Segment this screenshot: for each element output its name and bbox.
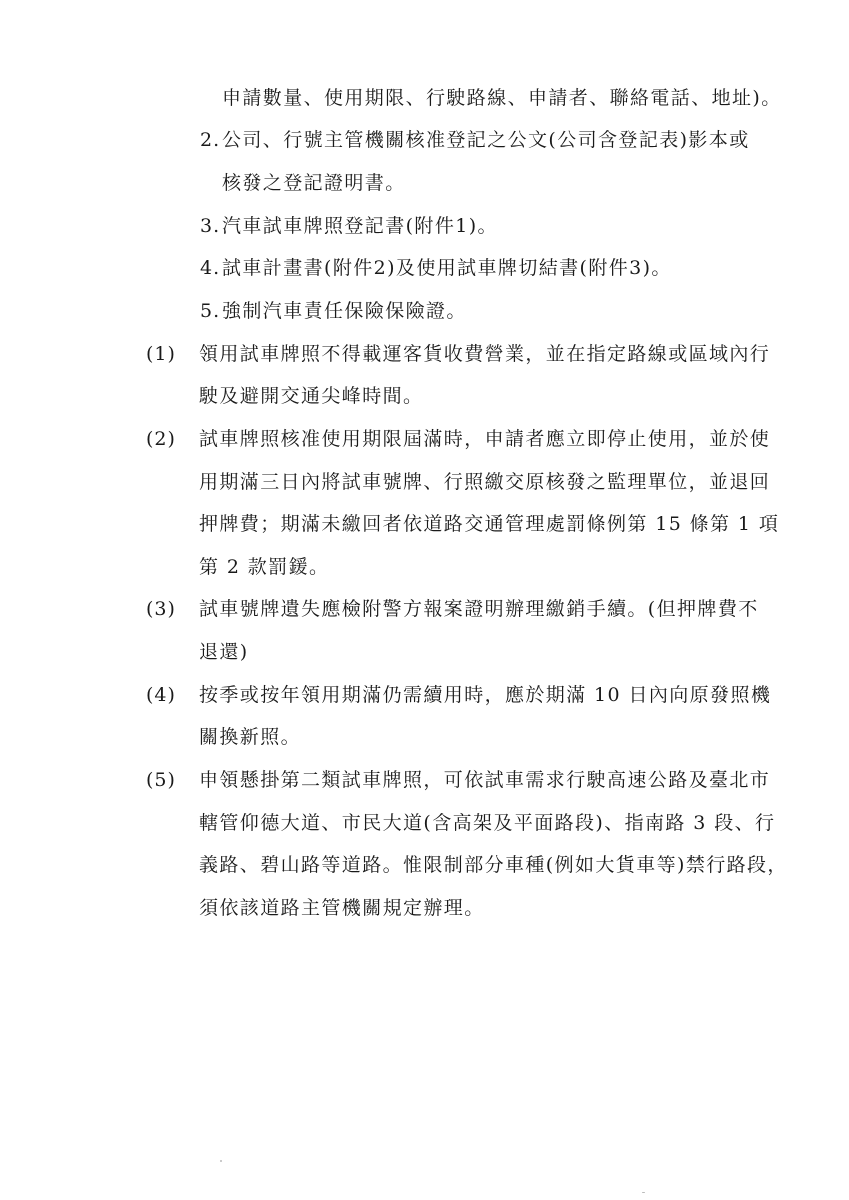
- clause-2-marker: (2): [146, 428, 176, 450]
- clause-1-line-2: 駛及避開交通尖峰時間。: [199, 385, 424, 407]
- clause-2-line-2: 用期滿三日內將試車號牌、行照繳交原核發之監理單位，並退回: [199, 471, 771, 493]
- clause-5-marker: (5): [146, 769, 176, 791]
- clause-2-line-1: 試車牌照核准使用期限屆滿時，申請者應立即停止使用，並於使: [199, 428, 771, 450]
- clause-5-line-2: 轄管仰德大道、市民大道(含高架及平面路段)、指南路 3 段、行: [199, 812, 776, 834]
- clause-5-line-3: 義路、碧山路等道路。惟限制部分車種(例如大貨車等)禁行路段，: [199, 854, 788, 876]
- list-item-2-line-1: 公司、行號主管機關核准登記之公文(公司含登記表)影本或: [222, 129, 750, 151]
- clause-3-marker: (3): [146, 598, 176, 620]
- clause-4-marker: (4): [146, 684, 176, 706]
- scan-speck: [220, 1160, 222, 1162]
- clause-2-line-4: 第 2 款罰鍰。: [199, 556, 330, 578]
- list-item-2-line-2: 核發之登記證明書。: [222, 172, 406, 194]
- list-item-2-marker: 2.: [200, 129, 221, 151]
- list-item-4-marker: 4.: [200, 257, 221, 279]
- clause-5-line-1: 申領懸掛第二類試車牌照，可依試車需求行駛高速公路及臺北市: [199, 769, 771, 791]
- continuation-line: 申請數量、使用期限、行駛路線、申請者、聯絡電話、地址)。: [222, 87, 782, 109]
- list-item-5-marker: 5.: [200, 300, 221, 322]
- list-item-3-marker: 3.: [200, 215, 221, 237]
- clause-2-line-3: 押牌費；期滿未繳回者依道路交通管理處罰條例第 15 條第 1 項: [199, 513, 780, 535]
- clause-5-line-4: 須依該道路主管機關規定辦理。: [199, 897, 485, 919]
- list-item-4-line-1: 試車計畫書(附件2)及使用試車牌切結書(附件3)。: [222, 257, 672, 279]
- list-item-3-line-1: 汽車試車牌照登記書(附件1)。: [222, 215, 498, 237]
- scan-speck: [642, 1192, 645, 1193]
- clause-4-line-2: 關換新照。: [199, 726, 302, 748]
- clause-3-line-2: 退還): [199, 641, 249, 663]
- clause-4-line-1: 按季或按年領用期滿仍需續用時，應於期滿 10 日內向原發照機: [199, 684, 772, 706]
- clause-1-marker: (1): [146, 343, 176, 365]
- clause-1-line-1: 領用試車牌照不得載運客貨收費營業，並在指定路線或區域內行: [199, 343, 771, 365]
- clause-3-line-1: 試車號牌遺失應檢附警方報案證明辦理繳銷手續。(但押牌費不: [199, 598, 759, 620]
- list-item-5-line-1: 強制汽車責任保險保險證。: [222, 300, 467, 322]
